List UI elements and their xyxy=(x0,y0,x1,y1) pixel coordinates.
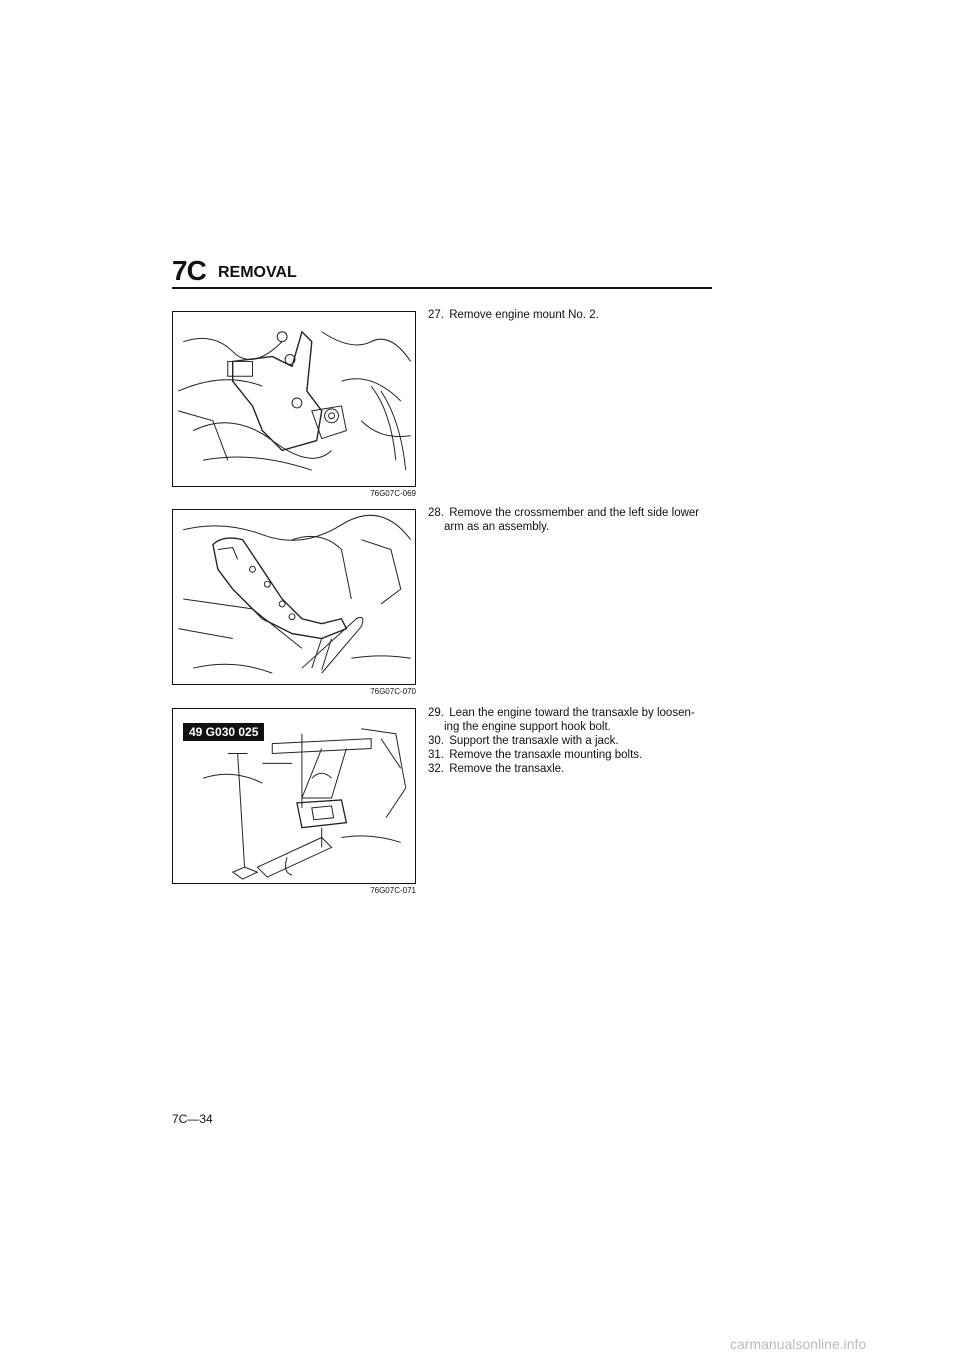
crossmember-illustration xyxy=(173,510,415,684)
section-title: REMOVAL xyxy=(218,264,297,281)
step-text: Remove the crossmember and the left side lower xyxy=(449,507,700,519)
step-text: Support the transaxle with a jack. xyxy=(449,735,619,747)
step-31 xyxy=(428,748,718,762)
step-28 xyxy=(428,506,718,534)
figure-engine-mount xyxy=(172,311,416,487)
figure-crossmember xyxy=(172,509,416,685)
step-text-continued: ing the engine support hook bolt. xyxy=(444,721,611,733)
step-27 xyxy=(428,308,718,322)
page-number: 7C—34 xyxy=(172,1112,213,1126)
step-text: Remove engine mount No. 2. xyxy=(449,309,599,321)
step-number: 27. xyxy=(428,309,444,321)
figure-code: 76G07C-070 xyxy=(370,687,416,696)
figure-code: 76G07C-069 xyxy=(370,489,416,498)
header-rule xyxy=(172,287,712,289)
step-text-continued: arm as an assembly. xyxy=(444,521,550,533)
figure-code: 76G07C-071 xyxy=(370,886,416,895)
step-32 xyxy=(428,762,718,776)
page-header xyxy=(172,255,712,289)
figure-transaxle-jack xyxy=(172,708,416,884)
section-number: 7C xyxy=(172,255,206,286)
transaxle-jack-illustration xyxy=(173,709,415,883)
step-number: 29. xyxy=(428,707,444,719)
step-number: 32. xyxy=(428,763,444,775)
step-text: Lean the engine toward the transaxle by loosen- xyxy=(449,707,695,719)
engine-mount-illustration xyxy=(173,312,415,486)
step-number: 31. xyxy=(428,749,444,761)
step-number: 28. xyxy=(428,507,444,519)
step-text: Remove the transaxle mounting bolts. xyxy=(449,749,643,761)
watermark: carmanualsonline.info xyxy=(730,1336,867,1352)
step-29 xyxy=(428,706,718,734)
step-30 xyxy=(428,734,718,748)
step-text: Remove the transaxle. xyxy=(449,763,565,775)
tool-number-badge: 49 G030 025 xyxy=(183,723,264,741)
step-number: 30. xyxy=(428,735,444,747)
